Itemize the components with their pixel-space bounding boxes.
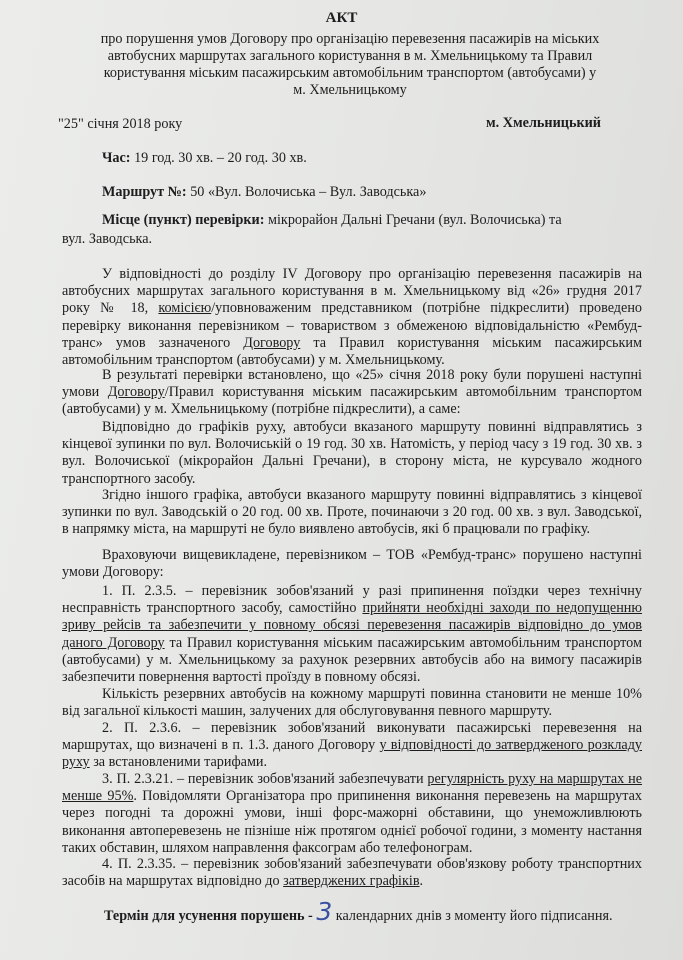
text-segment: В результаті перевірки встановлено, що «25» січня 2018 року були порушені наступні умови	[62, 367, 642, 401]
route-value: 50 «Вул. Волочиська – Вул. Заводська»	[186, 184, 427, 200]
subtitle-line: про порушення умов Договору про організацію перевезення пасажирів на міських	[100, 31, 600, 47]
paragraph-violations-intro: Враховуючи вищевикладене, перевізником – ТОВ «Рембуд-транс» порушено наступні умови Договору:	[62, 547, 642, 581]
handwritten-days: 3	[316, 897, 333, 926]
text-segment: 1. П. 2.3.5. – перевізник зобов'язаний у разі припинення поїздки через технічну несправність транспортного засобу, самостійно	[62, 583, 642, 617]
violation-item-2	[62, 720, 642, 772]
time-label: Час:	[102, 150, 131, 166]
text-segment: /уповноваженим представником (потрібне підкреслити) проведено перевірку виконання перевізником – товариством з обмеженою відповідальністю «Рембуд-транс» умов зазначеного	[62, 300, 643, 351]
violation-item-4	[62, 856, 642, 890]
underlined-segment: комісією	[158, 300, 212, 317]
place-value: мікрорайон Дальні Гречани (вул. Волочиська) та	[264, 212, 562, 228]
underlined-segment: Договору	[107, 384, 165, 401]
subtitle-line: м. Хмельницькому	[293, 82, 407, 98]
subtitle-line: автобусних маршрутах загального користування в м. Хмельницькому та Правил	[107, 48, 593, 64]
paragraph-reserve-buses: Кількість резервних автобусів на кожному маршруті повинна становити не менше 10% від загальної кількості машин, залучених для обслуговування певного маршруту.	[62, 686, 642, 720]
violation-item-3	[62, 771, 642, 857]
paragraph-inspection	[62, 266, 642, 369]
time-value: 19 год. 30 хв. – 20 год. 30 хв.	[130, 150, 307, 166]
place-line	[102, 212, 642, 229]
violation-item-1	[62, 583, 642, 686]
paragraph-findings	[62, 367, 642, 419]
route-line	[102, 184, 426, 201]
underlined-segment: Договору	[243, 334, 301, 351]
document-city: м. Хмельницький	[486, 115, 601, 131]
text-segment: У відповідності до розділу IV Договору про організацію перевезення пасажирів на автобусних маршрутах загального користування в м. Хмельницькому від «26» грудня 2017 року № 18,	[62, 266, 642, 317]
paragraph-schedule-1: Відповідно до графіків руху, автобуси вказаного маршруту повинні відправлятись з кінцевої зупинки по вул. Волочиській о 19 год. 30 хв. Натомість, у період часу з 19 год. 30 хв. з вул. Волочиської (мікрорайон Дальні Гречани), в сторону міста, не курсувало жодного транспортного засобу.	[62, 419, 642, 487]
text-segment: 3. П. 2.3.21. – перевізник зобов'язаний забезпечувати	[102, 771, 428, 787]
paragraph-schedule-2: Згідно іншого графіка, автобуси вказаного маршруту повинні відправлятись з кінцевої зупинки по вул. Заводській о 20 год. 00 хв. Проте, починаючи з 20 год. 00 хв. з вул. Заводської, в напрямку міста, на маршруті не було виявлено автобусів, які б працювали по графіку.	[62, 487, 642, 538]
document-subtitle	[60, 31, 640, 99]
text-segment: /Правил користування міським пасажирським автомобільним транспортом (автобусами) у м. Хмельницькому (потрібне підкреслити), а саме:	[62, 384, 642, 418]
text-segment: за встановленими тарифами.	[89, 754, 268, 771]
text-segment: та Правил користування міським пасажирським автомобільним транспортом (автобусами) у м. Хмельницькому за рахунок резервних автобусів або на вимогу пасажирів забезпечити повернення вартості проїзду в повному обсязі.	[62, 634, 642, 686]
text-segment: . Повідомляти Організатора про припинення виконання перевезень на маршрутах через погодні та дорожні умови, інші форс-мажорні обставини, що унеможливлюють виконання автоперевезень не пізніше ніж протягом однієї робочої години, з моменту настання таких обставин, шляхом направлення факсограм або телефонограм.	[62, 788, 642, 856]
place-label: Місце (пункт) перевірки:	[102, 212, 265, 228]
text-segment: та Правил користування міським пасажирським автомобільним транспортом (автобусами) у м. Хмельницькому.	[62, 334, 642, 369]
place-value-continued: вул. Заводська.	[62, 231, 153, 247]
subtitle-line: користування міським пасажирським автомобільним транспортом (автобусами) у	[103, 65, 597, 81]
underlined-segment: затверджених графіків	[283, 873, 420, 890]
text-segment: 2. П. 2.3.6. – перевізник зобов'язаний виконувати пасажирські перевезення на маршрутах, що визначені в п. 1.3. даного Договору	[62, 720, 642, 754]
deadline-rest: календарних днів з моменту його підписання.	[335, 908, 613, 924]
underlined-segment: у відповідності до затвердженого розкладу руху	[62, 737, 643, 771]
deadline-line	[104, 897, 664, 926]
document-date: "25" січня 2018 року	[58, 116, 183, 132]
route-label: Маршрут №:	[102, 184, 187, 200]
deadline-label: Термін для усунення порушень -	[104, 908, 313, 924]
underlined-segment: прийняти необхідні заходи по недопущенню зриву рейсів та забезпечити у повному обсязі перевезення пасажирів відповідно до умов даного Договору	[62, 600, 642, 651]
text-segment: 4. П. 2.3.35. – перевізник зобов'язаний забезпечувати обов'язкову роботу транспортних засобів на маршрутах відповідно до	[62, 856, 642, 890]
document-title: АКТ	[325, 10, 358, 26]
time-line	[102, 150, 307, 167]
text-segment: .	[419, 873, 424, 890]
underlined-segment: регулярність руху на маршрутах не менше 95%	[62, 771, 642, 805]
